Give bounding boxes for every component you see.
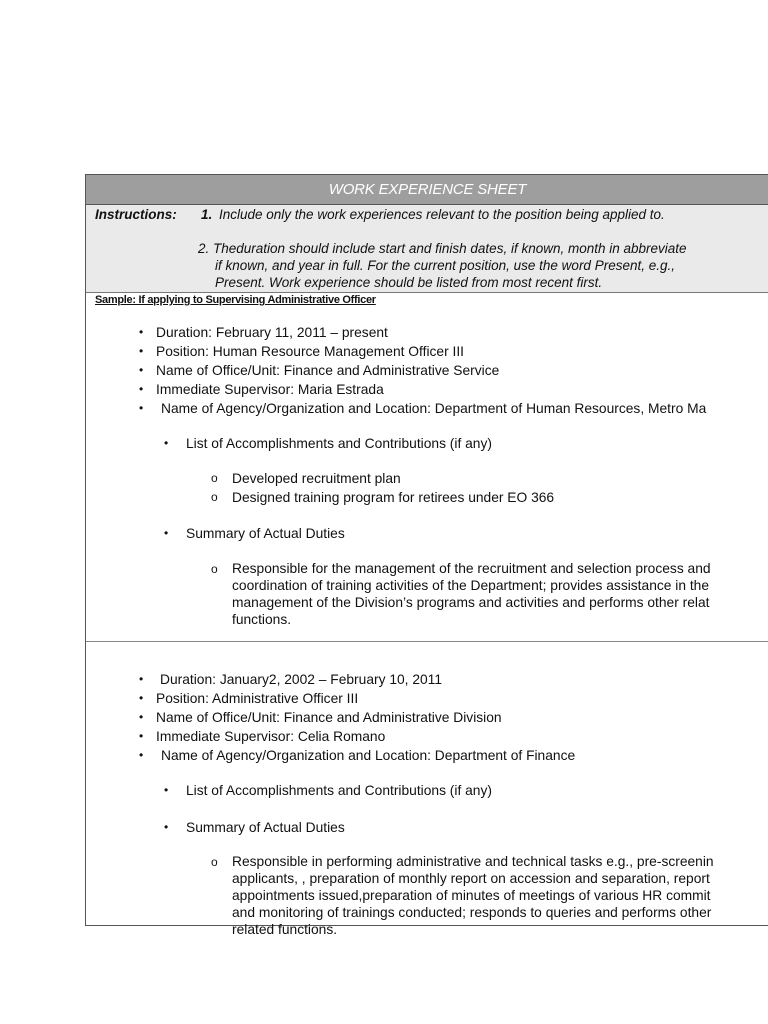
bullet-icon: • xyxy=(139,325,144,339)
sub-bullet-icon: o xyxy=(211,471,218,485)
accomplishment-item: Developed recruitment plan xyxy=(232,471,401,486)
instruction-1-number: 1. xyxy=(201,207,213,222)
sample-label: Sample: If applying to Supervising Administrative Officer xyxy=(95,294,376,306)
duties-line: Responsible for the management of the recruitment and selection process and xyxy=(232,561,711,576)
bullet-icon: • xyxy=(139,363,144,377)
entry-agency: Name of Agency/Organization and Location: Department of Human Resources, Metro Ma xyxy=(161,401,707,416)
bullet-icon: • xyxy=(164,783,169,797)
bullet-icon: • xyxy=(139,401,144,415)
instruction-1-text: Include only the work experiences relevant to the position being applied to. xyxy=(219,207,665,222)
entry-duration: Duration: January2, 2002 – February 10, 2011 xyxy=(160,672,442,687)
bullet-icon: • xyxy=(164,436,169,450)
duties-label: Summary of Actual Duties xyxy=(186,526,345,541)
instructions-box xyxy=(86,205,768,293)
bullet-icon: • xyxy=(139,691,144,705)
bullet-icon: • xyxy=(139,729,144,743)
duties-line: related functions. xyxy=(232,922,338,937)
entry-position: Position: Human Resource Management Officer III xyxy=(156,344,465,359)
duties-line: applicants, , preparation of monthly report on accession and separation, report xyxy=(232,871,710,886)
sheet-title: WORK EXPERIENCE SHEET xyxy=(328,181,527,198)
bullet-icon: • xyxy=(139,672,144,686)
bullet-icon: • xyxy=(139,344,144,358)
entry-agency: Name of Agency/Organization and Location: Department of Finance xyxy=(161,748,576,763)
duties-paragraph xyxy=(232,560,711,628)
accomplishments-label: List of Accomplishments and Contributions (if any) xyxy=(186,783,492,798)
duties-paragraph xyxy=(232,853,714,938)
sheet-title-bar xyxy=(86,175,768,205)
entry-supervisor: Immediate Supervisor: Celia Romano xyxy=(156,729,386,744)
duties-line: and monitoring of trainings conducted; responds to queries and performs other xyxy=(232,905,712,920)
duties-line: coordination of training activities of the Department; provides assistance in the xyxy=(232,578,710,593)
sub-bullet-icon: o xyxy=(211,855,218,869)
sub-bullet-icon: o xyxy=(211,562,218,576)
bullet-icon: • xyxy=(139,382,144,396)
work-experience-sheet xyxy=(85,174,768,937)
bullet-icon: • xyxy=(139,710,144,724)
bullet-icon: • xyxy=(164,526,169,540)
instruction-2-line: 2. Theduration should include start and finish dates, if known, month in abbreviate xyxy=(198,241,687,256)
instruction-2-line: if known, and year in full. For the current position, use the word Present, e.g., xyxy=(215,258,675,273)
bullet-icon: • xyxy=(139,748,144,762)
instruction-2 xyxy=(198,240,687,291)
instruction-2-line: Present. Work experience should be listed from most recent first. xyxy=(215,275,603,290)
sub-bullet-icon: o xyxy=(211,490,218,504)
entry-office: Name of Office/Unit: Finance and Administrative Service xyxy=(156,363,500,378)
duties-line: appointments issued,preparation of minutes of meetings of various HR commit xyxy=(232,888,711,903)
duties-line: management of the Division’s programs and activities and performs other relat xyxy=(232,595,710,610)
duties-label: Summary of Actual Duties xyxy=(186,820,345,835)
entry-office: Name of Office/Unit: Finance and Administrative Division xyxy=(156,710,502,725)
accomplishment-item: Designed training program for retirees under EO 366 xyxy=(232,490,555,505)
duties-line: Responsible in performing administrative and technical tasks e.g., pre-screenin xyxy=(232,854,714,869)
accomplishments-label: List of Accomplishments and Contributions (if any) xyxy=(186,436,492,451)
entry-position: Position: Administrative Officer III xyxy=(156,691,359,706)
instructions-label: Instructions: xyxy=(95,207,177,222)
entry-duration: Duration: February 11, 2011 – present xyxy=(156,325,388,340)
entry-divider xyxy=(86,641,768,642)
entry-supervisor: Immediate Supervisor: Maria Estrada xyxy=(156,382,384,397)
duties-line: functions. xyxy=(232,612,292,627)
bullet-icon: • xyxy=(164,820,169,834)
